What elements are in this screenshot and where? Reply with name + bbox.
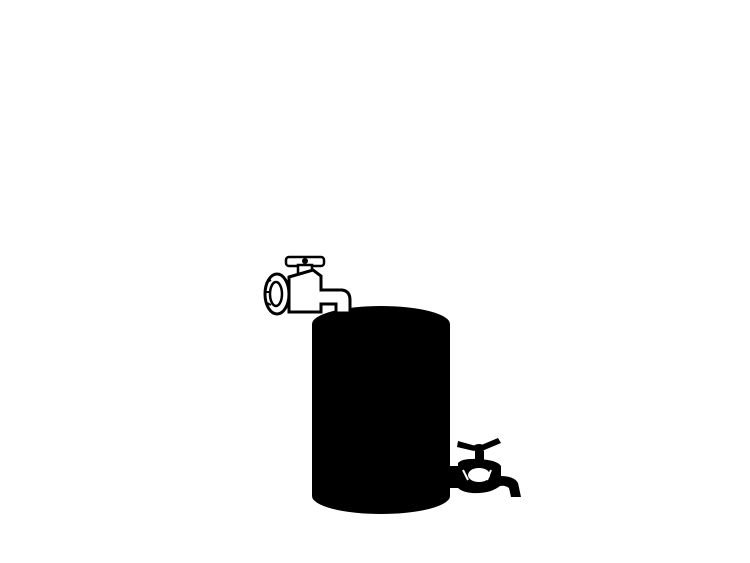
barrel-top xyxy=(312,306,450,342)
drain-faucet-icon xyxy=(450,438,521,497)
barrel-body xyxy=(312,324,450,514)
